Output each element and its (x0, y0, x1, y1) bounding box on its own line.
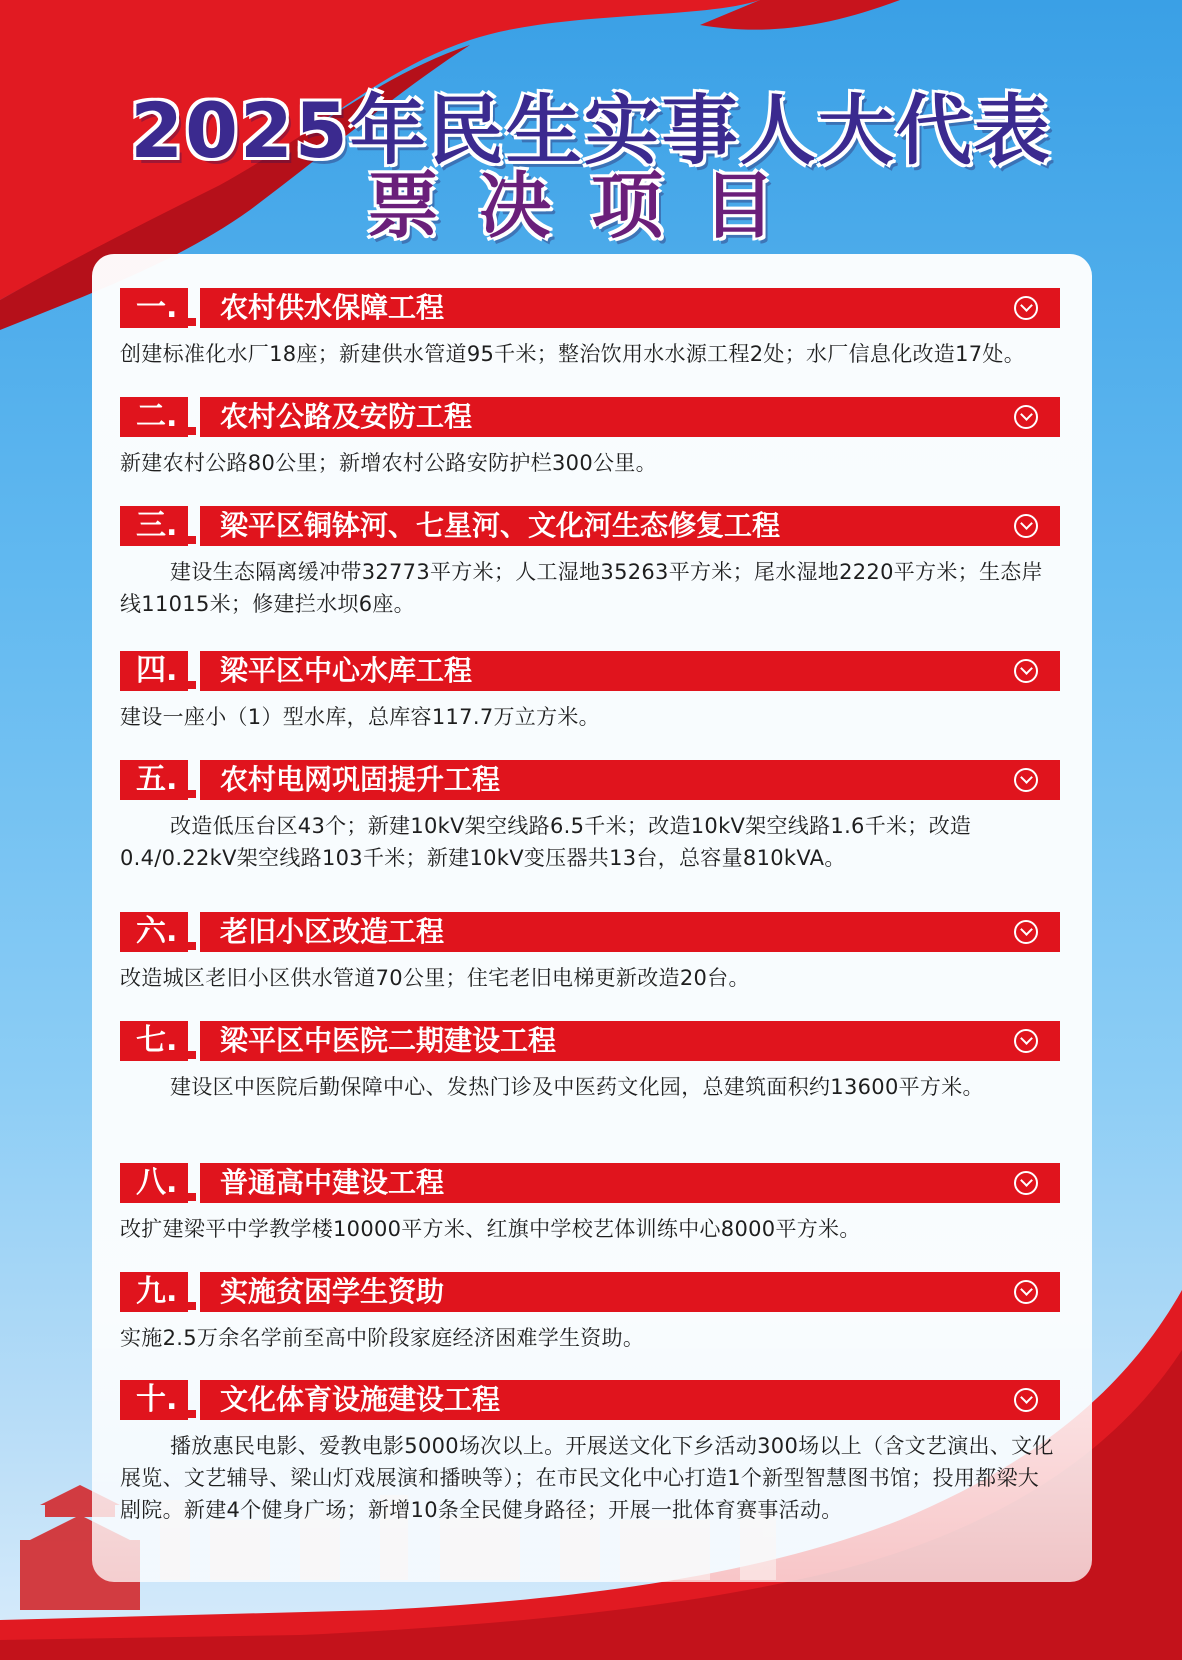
chevron-down-icon (1014, 1280, 1038, 1304)
page-subtitle: 票决项目 (366, 164, 815, 248)
section-header (120, 912, 1060, 952)
chevron-down-icon (1014, 1029, 1038, 1053)
section-number: 八. (120, 1163, 188, 1203)
section-7 (120, 1021, 1060, 1103)
section-header (120, 1021, 1060, 1061)
section-description: 建设一座小（1）型水库，总库容117.7万立方米。 (120, 705, 600, 729)
chevron-down-icon (1014, 1171, 1038, 1195)
section-number: 三. (120, 506, 188, 546)
section-title: 农村公路及安防工程 (200, 397, 1060, 437)
section-4 (120, 651, 1060, 733)
chevron-down-icon (1014, 405, 1038, 429)
section-description: 改扩建梁平中学教学楼10000平方米、红旗中学校艺体训练中心8000平方米。 (120, 1217, 861, 1241)
section-header (120, 1272, 1060, 1312)
section-number: 一. (120, 288, 188, 328)
section-description: 改造城区老旧小区供水管道70公里；住宅老旧电梯更新改造20台。 (120, 966, 750, 990)
chevron-down-icon (1014, 768, 1038, 792)
section-number: 五. (120, 760, 188, 800)
section-title: 农村电网巩固提升工程 (200, 760, 1060, 800)
chevron-down-icon (1014, 1388, 1038, 1412)
section-number: 十. (120, 1380, 188, 1420)
section-header (120, 760, 1060, 800)
section-header (120, 1163, 1060, 1203)
section-10 (120, 1380, 1060, 1526)
section-description: 改造低压台区43个；新建10kV架空线路6.5千米；改造10kV架空线路1.6千米；改造0.4/0.22kV架空线路103千米；新建10kV变压器共13台，总容量810kVA。 (120, 814, 972, 870)
section-title: 梁平区中心水库工程 (200, 651, 1060, 691)
section-description: 建设区中医院后勤保障中心、发热门诊及中医药文化园，总建筑面积约13600平方米。 (170, 1075, 984, 1099)
section-6 (120, 912, 1060, 994)
section-header (120, 506, 1060, 546)
chevron-down-icon (1014, 514, 1038, 538)
section-number: 六. (120, 912, 188, 952)
section-1 (120, 288, 1060, 370)
section-title: 梁平区中医院二期建设工程 (200, 1021, 1060, 1061)
section-2 (120, 397, 1060, 479)
chevron-down-icon (1014, 296, 1038, 320)
section-title: 文化体育设施建设工程 (200, 1380, 1060, 1420)
section-description: 实施2.5万余名学前至高中阶段家庭经济困难学生资助。 (120, 1326, 645, 1350)
section-title: 梁平区铜钵河、七星河、文化河生态修复工程 (200, 506, 1060, 546)
section-header (120, 651, 1060, 691)
section-5 (120, 760, 1060, 874)
section-description: 创建标准化水厂18座；新建供水管道95千米；整治饮用水水源工程2处；水厂信息化改造17处。 (120, 342, 1026, 366)
section-header (120, 1380, 1060, 1420)
section-title: 老旧小区改造工程 (200, 912, 1060, 952)
section-9 (120, 1272, 1060, 1354)
section-title: 普通高中建设工程 (200, 1163, 1060, 1203)
section-number: 二. (120, 397, 188, 437)
section-3 (120, 506, 1060, 620)
section-description: 新建农村公路80公里；新增农村公路安防护栏300公里。 (120, 451, 657, 475)
chevron-down-icon (1014, 659, 1038, 683)
section-header (120, 397, 1060, 437)
section-number: 四. (120, 651, 188, 691)
section-8 (120, 1163, 1060, 1245)
section-number: 九. (120, 1272, 188, 1312)
section-header (120, 288, 1060, 328)
page-title: 2025年民生实事人大代表 (130, 86, 1052, 175)
section-title: 农村供水保障工程 (200, 288, 1060, 328)
chevron-down-icon (1014, 920, 1038, 944)
section-number: 七. (120, 1021, 188, 1061)
section-description: 建设生态隔离缓冲带32773平方米；人工湿地35263平方米；尾水湿地2220平方米；生态岸线11015米；修建拦水坝6座。 (120, 560, 1043, 616)
section-title: 实施贫困学生资助 (200, 1272, 1060, 1312)
section-description: 播放惠民电影、爱教电影5000场次以上。开展送文化下乡活动300场以上（含文艺演出、文化展览、文艺辅导、梁山灯戏展演和播映等）；在市民文化中心打造1个新型智慧图书馆；投用都梁大剧院。新建4个健身广场；新增10条全民健身路径；开展一批体育赛事活动。 (120, 1434, 1054, 1522)
